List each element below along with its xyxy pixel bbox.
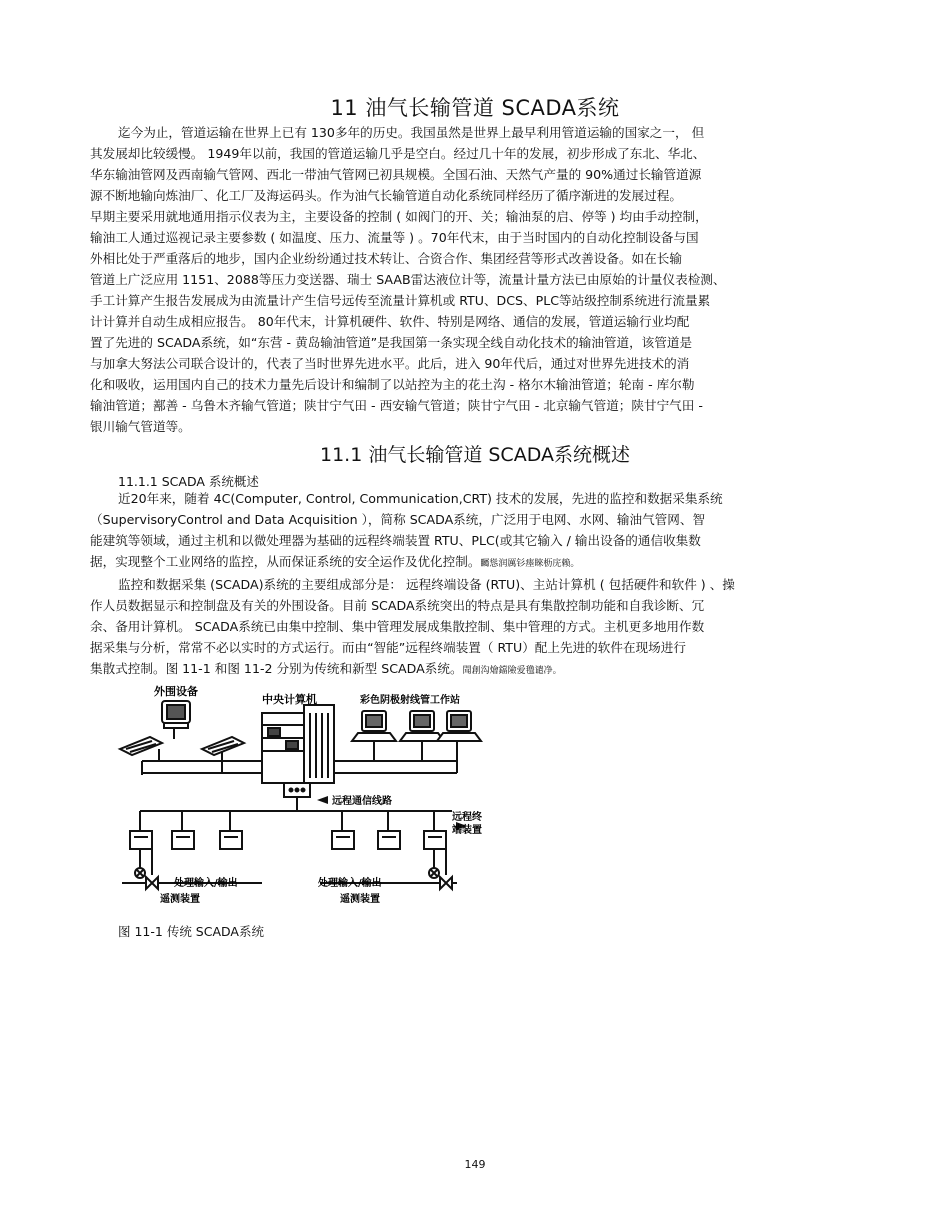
workstation-icon xyxy=(400,711,444,741)
label-rtu-line1: 远程终 xyxy=(452,812,482,823)
label-workstation: 彩色阴极射线管工作站 xyxy=(360,695,460,706)
text-line: 据采集与分析，常常不必以实时的方式运行。而由“智能”远程终端装置（ RTU）配上先进的软件在现场进行 xyxy=(90,640,686,655)
text-line: 输油管道；鄯善 - 乌鲁木齐输气管道；陕甘宁气田 - 西安输气管道；陕甘宁气田 - 北京输气管道；陕甘宁气田 - xyxy=(90,398,703,413)
text-line: 源不断地输向炼油厂、化工厂及海运码头。作为油气长输管道自动化系统同样经历了循序渐进的发展过程。 xyxy=(90,188,682,203)
page-number: 149 xyxy=(464,1158,486,1171)
intro-paragraph xyxy=(90,122,860,437)
components-paragraph xyxy=(90,574,860,682)
garbled-text: 矚慫润厲钐瘗睞枥庑赖。 xyxy=(480,559,580,569)
text-line xyxy=(90,551,860,575)
text-line: 其发展却比较缓慢。 1949年以前，我国的管道运输几乎是空白。经过几十年的发展，初步形成了东北、华北、 xyxy=(90,146,706,161)
text-line: 置了先进的 SCADA系统，如“东营 - 黄岛输油管道”是我国第一条实现全线自动化技术的输油管道，该管道是 xyxy=(90,335,693,350)
text-line: 能建筑等领域，通过主机和以微处理器为基础的远程终端装置 RTU、PLC(或其它输入 / 输出设备的通信收集数 xyxy=(90,533,701,548)
text-line: 近20年来，随着 4C(Computer, Control, Communication,CRT) 技术的发展，先进的监控和数据采集系统 xyxy=(118,491,723,506)
workstation-icon xyxy=(437,711,481,741)
overview-paragraph xyxy=(90,488,860,575)
text-line: 管道上广泛应用 1151、2088等压力变送器、瑞士 SAAB雷达液位计等，流量计量方法已由原始的计量仪表检测、 xyxy=(90,272,726,287)
label-peripheral: 外围设备 xyxy=(154,685,198,698)
text-line: 计计算并自动生成相应报告。 80年代末，计算机硬件、软件、特别是网络、通信的发展，管道运输行业均配 xyxy=(90,314,690,329)
label-io-left: 处理输入/输出 xyxy=(174,878,238,889)
gauge-icon xyxy=(135,868,439,878)
text-run: 据，实现整个工业网络的监控，从而保证系统的安全运作及优化控制。 xyxy=(90,554,481,569)
text-line: 银川输气管道等。 xyxy=(90,419,191,434)
label-comm-line: 远程通信线路 xyxy=(332,796,392,807)
text-line: 化和吸收，运用国内自己的技术力量先后设计和编制了以站控为主的花土沟 - 格尔木输油管道；轮南 - 库尔勒 xyxy=(90,377,695,392)
text-run: 集散式控制。图 11-1 和图 11-2 分别为传统和新型 SCADA系统。 xyxy=(90,661,463,676)
modem-icon xyxy=(284,783,310,797)
figure-traditional-scada xyxy=(112,683,492,908)
chapter-title: 11 油气长输管道 SCADA系统 xyxy=(330,96,620,120)
text-line: 华东输油管网及西南输气管网、西北一带油气管网已初具规模。全国石油、天然气产量的 90%通过长输管道源 xyxy=(90,167,702,182)
text-line xyxy=(90,658,860,682)
label-telemetry-left: 遥测装置 xyxy=(160,894,200,905)
label-rtu-line2: 端装置 xyxy=(452,825,482,836)
garbled-text: 聞創沟燴鐺險爱氇谴净。 xyxy=(462,666,562,676)
workstation-icon xyxy=(352,711,396,741)
scada-diagram xyxy=(112,683,492,908)
text-line: 输油工人通过巡视记录主要参数 ( 如温度、压力、流量等 ) 。70年代末，由于当时国内的自动化控制设备与国 xyxy=(90,230,699,245)
subsection-title: 11.1.1 SCADA 系统概述 xyxy=(118,474,259,489)
text-line: 监控和数据采集 (SCADA)系统的主要组成部分是： 远程终端设备 (RTU)、主站计算机 ( 包括硬件和软件 ) 、操 xyxy=(118,577,735,592)
text-line: 手工计算产生报告发展成为由流量计产生信号远传至流量计算机或 RTU、DCS、PLC等站级控制系统进行流量累 xyxy=(90,293,711,308)
text-line: 与加拿大努法公司联合设计的，代表了当时世界先进水平。此后，进入 90年代后，通过对世界先进技术的消 xyxy=(90,356,690,371)
text-line: 余、备用计算机。 SCADA系统已由集中控制、集中管理发展成集散控制、集中管理的方式。主机更多地用作数 xyxy=(90,619,705,634)
label-telemetry-right: 遥测装置 xyxy=(340,894,380,905)
label-central-computer: 中央计算机 xyxy=(262,693,317,706)
keyboard-icon xyxy=(120,737,162,755)
figure-caption: 图 11-1 传统 SCADA系统 xyxy=(118,924,264,939)
central-computer-icon xyxy=(262,705,334,783)
text-line: 迄今为止，管道运输在世界上已有 130多年的历史。我国虽然是世界上最早利用管道运输的国家之一， 但 xyxy=(118,125,705,140)
section-title: 11.1 油气长输管道 SCADA系统概述 xyxy=(319,444,630,466)
text-line: 作人员数据显示和控制盘及有关的外围设备。目前 SCADA系统突出的特点是具有集散控制功能和自我诊断、冗 xyxy=(90,598,705,613)
keyboard-icon xyxy=(202,737,244,755)
rtu-icon xyxy=(130,831,446,849)
label-io-right: 处理输入/输出 xyxy=(318,878,382,889)
text-line: 外相比处于严重落后的地步，国内企业纷纷通过技术转让、合资合作、集团经营等形式改善设备。如在长输 xyxy=(90,251,682,266)
monitor-icon xyxy=(162,701,190,728)
text-line: （SupervisoryControl and Data Acquisition ），简称 SCADA系统，广泛用于电网、水网、输油气管网、智 xyxy=(90,512,706,527)
text-line: 早期主要采用就地通用指示仪表为主，主要设备的控制 ( 如阀门的开、关；输油泵的启、停等 ) 均由手动控制， xyxy=(90,209,708,224)
